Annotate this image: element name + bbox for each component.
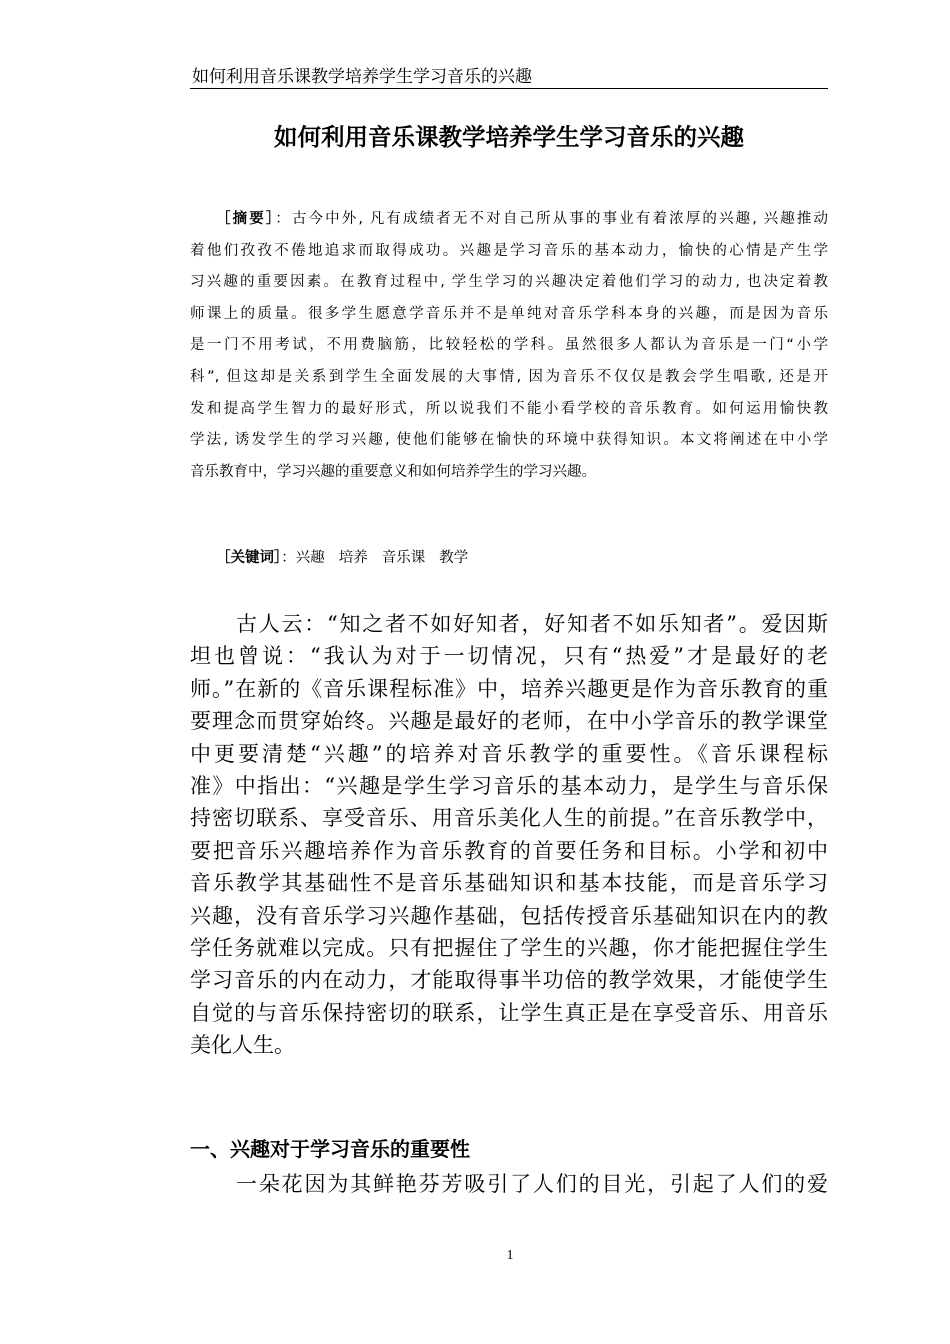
abstract-line: 音乐教育中，学习兴趣的重要意义和如何培养学生的学习兴趣。 [190, 463, 596, 480]
keyword: 培养 [338, 550, 368, 566]
keywords [216, 546, 482, 570]
abstract-line-text: ：古今中外, 凡有成绩者无不对自己所从事的事业有着浓厚的兴趣, 兴趣推动 [275, 211, 829, 227]
abstract-label: ［摘要］ [216, 211, 276, 227]
body-line: 古人云：“知之者不如好知者，好知者不如乐知者”。爱因斯 [236, 612, 828, 636]
header-rule [190, 88, 828, 89]
body-line: 学习音乐的内在动力，才能取得事半功倍的教学效果，才能使学生 [190, 968, 828, 993]
body-paragraph-2: 一朵花因为其鲜艳芬芳吸引了人们的目光，引起了人们的爱 [236, 1172, 828, 1196]
section-heading: 一、兴趣对于学习音乐的重要性 [190, 1137, 470, 1161]
keyword: 教学 [439, 550, 469, 566]
document-title: 如何利用音乐课教学培养学生学习音乐的兴趣 [274, 123, 744, 151]
body-line: 师。”在新的《音乐课程标准》中，培养兴趣更是作为音乐教育的重 [190, 676, 828, 701]
abstract-line: 是一门不用考试，不用费脑筋，比较轻松的学科。虽然很多人都认为音乐是一门“小学 [190, 337, 828, 354]
keyword: 音乐课 [381, 550, 426, 566]
abstract-line: 学法, 诱发学生的学习兴趣, 使他们能够在愉快的环境中获得知识。本文将阐述在中小学 [190, 432, 828, 449]
abstract-line: 发和提高学生智力的最好形式，所以说我们不能小看学校的音乐教育。如何运用愉快教 [190, 400, 828, 417]
body-line: 中更要清楚“兴趣”的培养对音乐教学的重要性。《音乐课程标 [190, 741, 828, 766]
abstract-line: 着他们孜孜不倦地追求而取得成功。兴趣是学习音乐的基本动力，愉快的心情是产生学 [190, 242, 828, 259]
body-line: 兴趣，没有音乐学习兴趣作基础，包括传授音乐基础知识在内的教 [190, 903, 828, 928]
running-header: 如何利用音乐课教学培养学生学习音乐的兴趣 [192, 67, 532, 87]
body-line: 坦也曾说：“我认为对于一切情况，只有“热爱”才是最好的老 [190, 644, 828, 669]
body-line: 要理念而贯穿始终。兴趣是最好的老师，在中小学音乐的教学课堂 [190, 709, 828, 734]
body-line: 准》中指出：“兴趣是学生学习音乐的基本动力，是学生与音乐保 [190, 773, 828, 798]
body-line: 自觉的与音乐保持密切的联系，让学生真正是在享受音乐、用音乐 [190, 1000, 828, 1025]
keywords-label: ［关键词］ [216, 550, 282, 566]
body-paragraph-1 [190, 608, 828, 1061]
abstract [190, 207, 828, 491]
body-line: 音乐教学其基础性不是音乐基础知识和基本技能，而是音乐学习 [190, 871, 828, 896]
keyword: 兴趣 [295, 550, 325, 566]
abstract-line: 科”, 但这却是关系到学生全面发展的大事情, 因为音乐不仅仅是教会学生唱歌, 还是开 [190, 368, 828, 385]
keywords-separator: ： [281, 550, 296, 566]
body-line: 学任务就难以完成。只有把握住了学生的兴趣，你才能把握住学生 [190, 935, 828, 960]
body-line: 美化人生。 [190, 1033, 295, 1058]
body-line: 要把音乐兴趣培养作为音乐教育的首要任务和目标。小学和初中 [190, 838, 828, 863]
body-line: 持密切联系、享受音乐、用音乐美化人生的前提。”在音乐教学中， [190, 806, 828, 831]
abstract-line: 师课上的质量。很多学生愿意学音乐并不是单纯对音乐学科本身的兴趣，而是因为音乐 [190, 305, 828, 322]
abstract-line [190, 207, 828, 239]
abstract-line: 习兴趣的重要因素。在教育过程中, 学生学习的兴趣决定着他们学习的动力, 也决定着教 [190, 274, 828, 291]
page-number: 1 [506, 1248, 514, 1263]
